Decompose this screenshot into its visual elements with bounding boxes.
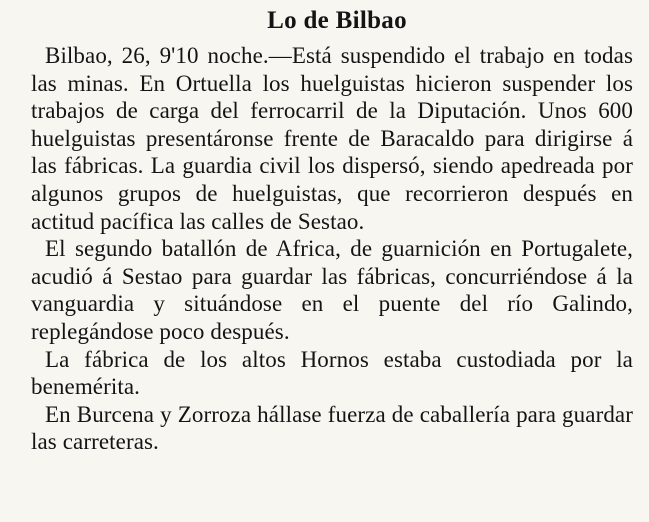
article-title: Lo de Bilbao — [267, 7, 407, 34]
paragraph-3: La fábrica de los altos Hornos estaba custodiada por la benemérita. — [31, 346, 633, 400]
paragraph-1: Bilbao, 26, 9'10 noche.—Está suspendido el trabajo en todas las minas. En Ortuella los huelguistas hicieron suspender los trabajos de carga del ferrocarril de la Diputación. Unos 600 huelguistas presentáronse frente de Baracaldo para dirigirse á las fábricas. La guardia civil los dispersó, siendo apedreada por algunos grupos de huelguistas, que recorrieron después en actitud pacífica las calles de Sestao. — [31, 43, 633, 234]
paragraph-2: El segundo batallón de Africa, de guarnición en Portugalete, acudió á Sestao para guardar las fábricas, concurriéndose á la vanguardia y situándose en el puente del río Galindo, replegándose poco después. — [31, 236, 633, 344]
paragraph-4: En Burcena y Zorroza hállase fuerza de caballería para guardar las carreteras. — [31, 401, 633, 455]
